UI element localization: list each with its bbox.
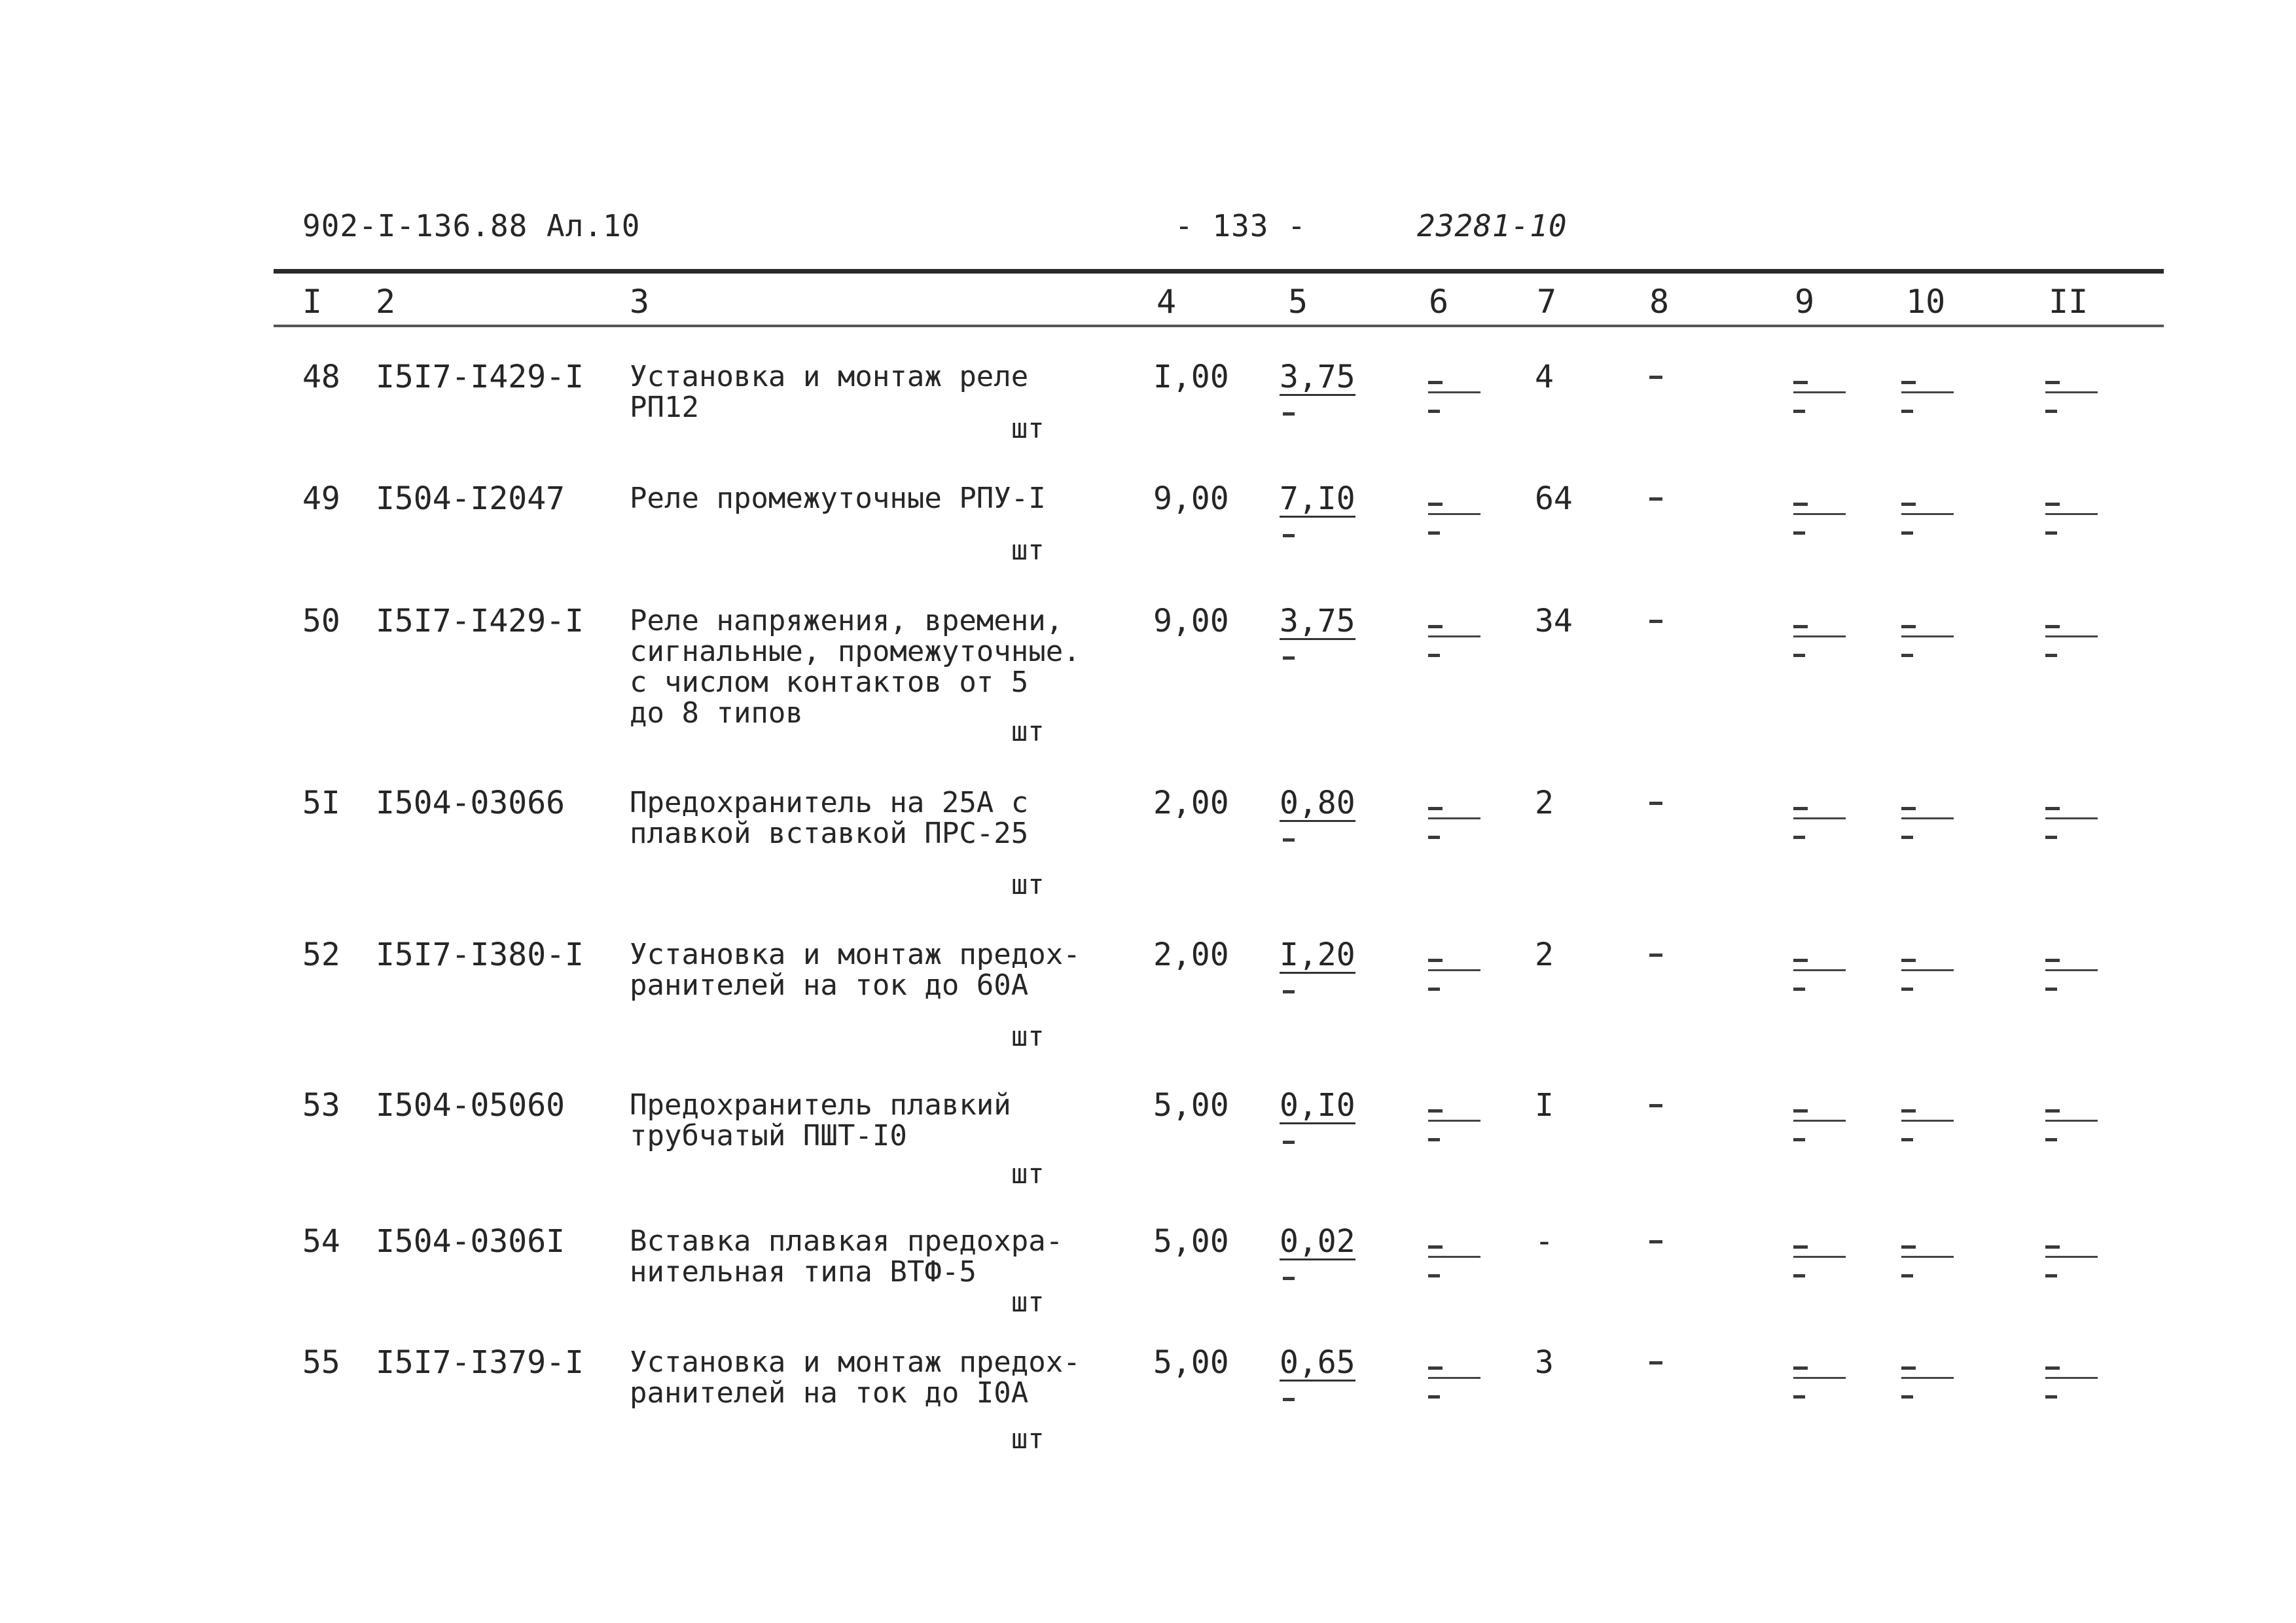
dash-mark	[1283, 412, 1295, 416]
row-code: I5I7-I429-I	[376, 603, 584, 639]
dash-mark	[1793, 410, 1805, 413]
dash-mark	[2045, 1366, 2060, 1370]
dash-mark	[1428, 654, 1440, 657]
dash-mark	[1283, 990, 1295, 993]
dash-underline	[1428, 391, 1480, 393]
dash-mark	[1793, 836, 1805, 839]
table-row	[0, 1223, 2296, 1324]
row-quantity: 2,00	[1153, 936, 1229, 973]
dash-underline	[1793, 513, 1846, 515]
page-number: - 133 -	[1175, 208, 1306, 243]
dash-mark	[1428, 1138, 1440, 1141]
dash-mark	[1649, 954, 1662, 957]
dash-mark	[1901, 1109, 1916, 1113]
row-description: Реле напряжения, времени, сигнальные, промежуточные. с числом контактов от 5 до 8 типов	[630, 604, 1081, 730]
dash-mark	[1428, 531, 1440, 535]
dash-mark	[1901, 959, 1916, 962]
col-header-10: 10	[1906, 283, 1946, 321]
row-description: Установка и монтаж предох- ранителей на ток до 60А	[630, 938, 1081, 1002]
dash-underline	[1793, 1377, 1846, 1379]
table-row	[0, 787, 2296, 912]
row-total: 34	[1535, 603, 1573, 639]
dash-mark	[2045, 1245, 2060, 1249]
dash-underline	[1428, 1377, 1480, 1379]
dash-underline	[1428, 635, 1480, 637]
dash-mark	[1901, 531, 1913, 535]
dash-mark	[2045, 1274, 2057, 1277]
dash-mark	[1428, 1109, 1443, 1113]
dash-underline	[1428, 1256, 1480, 1258]
dash-mark	[1793, 625, 1808, 628]
dash-mark	[1793, 503, 1808, 506]
dash-mark	[1901, 988, 1913, 991]
col-header-7: 7	[1537, 283, 1557, 321]
dash-mark	[1428, 959, 1443, 962]
dash-mark	[1793, 1138, 1805, 1141]
dash-underline	[1901, 1120, 1954, 1122]
row-quantity: 5,00	[1153, 1223, 1229, 1260]
dash-underline	[1428, 969, 1480, 971]
row-total: -	[1535, 1223, 1554, 1260]
dash-mark	[1428, 807, 1443, 810]
dash-underline	[2045, 969, 2098, 971]
row-quantity: 9,00	[1153, 480, 1229, 517]
dash-underline	[2045, 635, 2098, 637]
dash-underline	[2045, 391, 2098, 393]
dash-mark	[1901, 654, 1913, 657]
dash-mark	[1901, 1245, 1916, 1249]
row-unit: шт	[1011, 1020, 1045, 1052]
col-header-6: 6	[1429, 283, 1449, 321]
row-number: 48	[302, 359, 340, 395]
row-quantity: I,00	[1153, 359, 1229, 395]
dash-mark	[1649, 497, 1662, 501]
row-description: Предохранитель плавкий трубчатый ПШТ-I0	[630, 1088, 1011, 1152]
dash-mark	[1283, 1398, 1295, 1401]
row-unit-price: I,20	[1280, 936, 1355, 973]
row-total: I	[1535, 1087, 1554, 1124]
dash-underline	[1901, 1256, 1954, 1258]
table-row	[0, 480, 2296, 581]
dash-underline	[1428, 513, 1480, 515]
dash-mark	[1428, 1274, 1440, 1277]
row-code: I504-05060	[376, 1087, 565, 1124]
table-row	[0, 605, 2296, 749]
dash-mark	[2045, 531, 2057, 535]
dash-mark	[2045, 1395, 2057, 1399]
dash-underline	[1901, 817, 1954, 819]
row-unit-price: 0,80	[1280, 785, 1355, 821]
dash-mark	[2045, 625, 2060, 628]
row-quantity: 5,00	[1153, 1087, 1229, 1124]
row-unit-price: 3,75	[1280, 603, 1355, 639]
row-total: 2	[1535, 785, 1554, 821]
row-total: 2	[1535, 936, 1554, 973]
table-row	[0, 936, 2296, 1063]
col-header-2: 2	[376, 283, 396, 321]
row-code: I504-0306I	[376, 1223, 565, 1260]
dash-underline	[1901, 391, 1954, 393]
dash-mark	[2045, 503, 2060, 506]
dash-mark	[1283, 534, 1295, 537]
row-total: 3	[1535, 1344, 1554, 1381]
row-code: I504-I2047	[376, 480, 565, 517]
dash-underline	[1428, 1120, 1480, 1122]
dash-underline	[2045, 513, 2098, 515]
header-rule	[274, 325, 2164, 327]
row-number: 52	[302, 936, 340, 973]
col-header-4: 4	[1157, 283, 1177, 321]
dash-mark	[1793, 381, 1808, 384]
dash-mark	[1428, 381, 1443, 384]
dash-mark	[1649, 620, 1662, 623]
dash-mark	[1283, 656, 1295, 660]
dash-mark	[1901, 625, 1916, 628]
row-total: 64	[1535, 480, 1573, 517]
dash-mark	[1793, 807, 1808, 810]
dash-mark	[2045, 1138, 2057, 1141]
row-quantity: 2,00	[1153, 785, 1229, 821]
dash-mark	[1901, 1395, 1913, 1399]
row-unit: шт	[1011, 715, 1045, 747]
dash-underline	[2045, 1256, 2098, 1258]
row-number: 53	[302, 1087, 340, 1124]
row-code: I5I7-I429-I	[376, 359, 584, 395]
dash-underline	[1793, 817, 1846, 819]
dash-mark	[1793, 1366, 1808, 1370]
row-number: 49	[302, 480, 340, 517]
row-number: 50	[302, 603, 340, 639]
dash-mark	[1428, 836, 1440, 839]
row-quantity: 5,00	[1153, 1344, 1229, 1381]
dash-mark	[1649, 1361, 1662, 1364]
row-unit: шт	[1011, 1158, 1045, 1190]
dash-mark	[1901, 410, 1913, 413]
row-unit: шт	[1011, 412, 1045, 444]
row-unit-price: 7,I0	[1280, 480, 1355, 517]
dash-underline	[1793, 635, 1846, 637]
dash-mark	[1428, 1395, 1440, 1399]
row-code: I5I7-I380-I	[376, 936, 584, 973]
dash-mark	[1793, 1245, 1808, 1249]
dash-mark	[2045, 836, 2057, 839]
dash-mark	[2045, 988, 2057, 991]
row-description: Установка и монтаж реле РП12	[630, 360, 1029, 424]
dash-mark	[1901, 503, 1916, 506]
row-total: 4	[1535, 359, 1554, 395]
col-header-8: 8	[1649, 283, 1670, 321]
dash-mark	[2045, 381, 2060, 384]
dash-mark	[1901, 1366, 1916, 1370]
document-code: 902-I-136.88 Ал.10	[302, 208, 641, 243]
dash-mark	[1649, 1240, 1662, 1243]
dash-underline	[2045, 1120, 2098, 1122]
dash-mark	[1649, 802, 1662, 805]
dash-mark	[2045, 1109, 2060, 1113]
dash-mark	[1901, 807, 1916, 810]
table-row	[0, 1087, 2296, 1201]
dash-mark	[1793, 1274, 1805, 1277]
dash-mark	[1428, 410, 1440, 413]
row-code: I504-03066	[376, 785, 565, 821]
dash-mark	[2045, 807, 2060, 810]
row-quantity: 9,00	[1153, 603, 1229, 639]
row-number: 54	[302, 1223, 340, 1260]
dash-mark	[2045, 410, 2057, 413]
dash-mark	[1793, 531, 1805, 535]
dash-underline	[2045, 1377, 2098, 1379]
col-header-1: I	[302, 283, 323, 321]
top-rule	[274, 269, 2164, 274]
row-description: Предохранитель на 25А с плавкой вставкой ПРС-25	[630, 786, 1029, 850]
dash-mark	[1649, 1104, 1662, 1107]
dash-mark	[1901, 1274, 1913, 1277]
dash-mark	[2045, 959, 2060, 962]
dash-mark	[1428, 503, 1443, 506]
dash-mark	[1428, 625, 1443, 628]
row-description: Реле промежуточные РПУ-I	[630, 482, 1046, 515]
dash-mark	[1901, 1138, 1913, 1141]
row-description: Установка и монтаж предох- ранителей на ток до I0А	[630, 1346, 1081, 1410]
table-row	[0, 361, 2296, 459]
dash-underline	[1793, 1256, 1846, 1258]
col-header-5: 5	[1288, 283, 1308, 321]
col-header-3: 3	[630, 283, 650, 321]
dash-mark	[1428, 1245, 1443, 1249]
row-unit: шт	[1011, 868, 1045, 901]
dash-mark	[1428, 988, 1440, 991]
row-unit: шт	[1011, 534, 1045, 566]
row-unit-price: 3,75	[1280, 359, 1355, 395]
col-header-11: II	[2049, 283, 2089, 321]
row-number: 5I	[302, 785, 340, 821]
dash-underline	[1901, 635, 1954, 637]
dash-mark	[1283, 838, 1295, 842]
row-unit-price: 0,I0	[1280, 1087, 1355, 1124]
dash-mark	[1901, 836, 1913, 839]
dash-mark	[1428, 1366, 1443, 1370]
row-number: 55	[302, 1344, 340, 1381]
dash-underline	[1793, 391, 1846, 393]
dash-underline	[1793, 969, 1846, 971]
dash-mark	[1901, 381, 1916, 384]
dash-mark	[1649, 376, 1662, 379]
dash-underline	[2045, 817, 2098, 819]
dash-mark	[1793, 988, 1805, 991]
dash-mark	[1283, 1141, 1295, 1144]
table-row	[0, 1344, 2296, 1465]
row-unit: шт	[1011, 1286, 1045, 1318]
dash-underline	[1901, 1377, 1954, 1379]
dash-underline	[1428, 817, 1480, 819]
dash-mark	[1793, 1109, 1808, 1113]
dash-mark	[1793, 654, 1805, 657]
dash-mark	[1793, 1395, 1805, 1399]
row-unit-price: 0,02	[1280, 1223, 1355, 1260]
row-unit: шт	[1011, 1423, 1045, 1455]
dash-mark	[1793, 959, 1808, 962]
dash-underline	[1901, 969, 1954, 971]
row-unit-price: 0,65	[1280, 1344, 1355, 1381]
row-description: Вставка плавкая предохра- нительная типа ВТФ-5	[630, 1224, 1064, 1289]
row-code: I5I7-I379-I	[376, 1344, 584, 1381]
archive-number: 23281-10	[1417, 208, 1568, 243]
dash-mark	[2045, 654, 2057, 657]
dash-mark	[1283, 1277, 1295, 1280]
dash-underline	[1793, 1120, 1846, 1122]
col-header-9: 9	[1795, 283, 1815, 321]
dash-underline	[1901, 513, 1954, 515]
